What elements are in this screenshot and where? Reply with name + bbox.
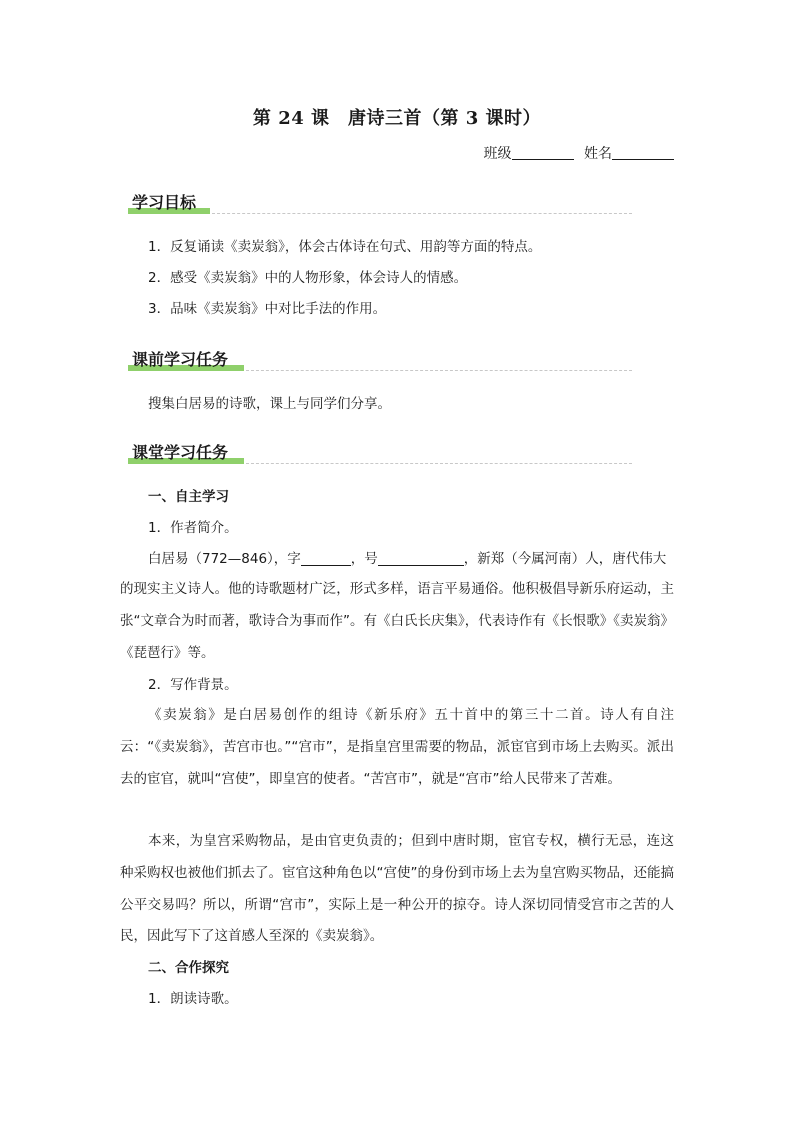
author-intro-text: 白居易（772—846），字 bbox=[148, 551, 301, 567]
goal-item: 3．品味《卖炭翁》中对比手法的作用。 bbox=[148, 301, 387, 317]
section-title: 学习目标 bbox=[132, 193, 197, 212]
art-name-blank bbox=[378, 550, 464, 566]
name-blank bbox=[612, 145, 674, 160]
section-heading-pre-class bbox=[120, 349, 632, 377]
background-paragraph: 本来，为皇宫采购物品，是由官吏负责的；但到中唐时期，宦官专权，横行无忌，连这种采购权也被他们抓去了。宦官这种角色以“宫使”的身份到市场上去为皇宫购买物品，还能搞公平交易吗？所以，所谓“宫市”，实际上是一种公开的掠夺。诗人深切同情受宫市之苦的人民，因此写下了这首感人至深的《卖炭翁》。 bbox=[120, 833, 674, 945]
heading-divider bbox=[246, 463, 632, 464]
section-title: 课前学习任务 bbox=[132, 350, 229, 369]
courtesy-name-blank bbox=[301, 550, 351, 566]
background-paragraph: 《卖炭翁》是白居易创作的组诗《新乐府》五十首中的第三十二首。诗人有自注云：“《卖炭翁》，苦宫市也。”“宫市”，是指皇宫里需要的物品，派宦官到市场上去购买。派出去的宦官，就叫“宫使”，即皇宫的使者。“苦宫市”，就是“宫市”给人民带来了苦难。 bbox=[120, 707, 674, 787]
class-blank bbox=[512, 145, 574, 160]
author-intro-text: ，号 bbox=[350, 551, 378, 567]
heading-divider bbox=[212, 213, 632, 214]
subsection-title: 1．作者简介。 bbox=[148, 520, 238, 536]
goal-item: 2．感受《卖炭翁》中的人物形象，体会诗人的情感。 bbox=[148, 270, 468, 286]
author-intro-line bbox=[148, 549, 702, 569]
author-intro-paragraph: 的现实主义诗人。他的诗歌题材广泛，形式多样，语言平易通俗。他积极倡导新乐府运动，主张“文章合为时而著，歌诗合为事而作”。有《白氏长庆集》，代表诗作有《长恨歌》《卖炭翁》《琵琶行》等。 bbox=[120, 581, 674, 661]
subsection-title: 1．朗读诗歌。 bbox=[148, 991, 238, 1007]
class-label: 班级 bbox=[483, 146, 512, 162]
subsection-title: 2．写作背景。 bbox=[148, 677, 238, 693]
heading-divider bbox=[246, 370, 632, 371]
section-heading-goals bbox=[120, 192, 632, 220]
class-name-line bbox=[484, 143, 674, 163]
part-title: 一、自主学习 bbox=[148, 489, 229, 505]
section-title: 课堂学习任务 bbox=[132, 443, 229, 462]
pre-class-task: 搜集白居易的诗歌，课上与同学们分享。 bbox=[148, 396, 391, 412]
page-title: 第 24 课 唐诗三首（第 3 课时） bbox=[252, 108, 542, 129]
goal-item: 1．反复诵读《卖炭翁》，体会古体诗在句式、用韵等方面的特点。 bbox=[148, 239, 542, 255]
author-intro-text: ，新郑（今属河南）人，唐代伟大 bbox=[463, 551, 667, 567]
part-title: 二、合作探究 bbox=[148, 960, 229, 976]
section-heading-in-class bbox=[120, 442, 632, 470]
name-label: 姓名 bbox=[584, 146, 612, 162]
